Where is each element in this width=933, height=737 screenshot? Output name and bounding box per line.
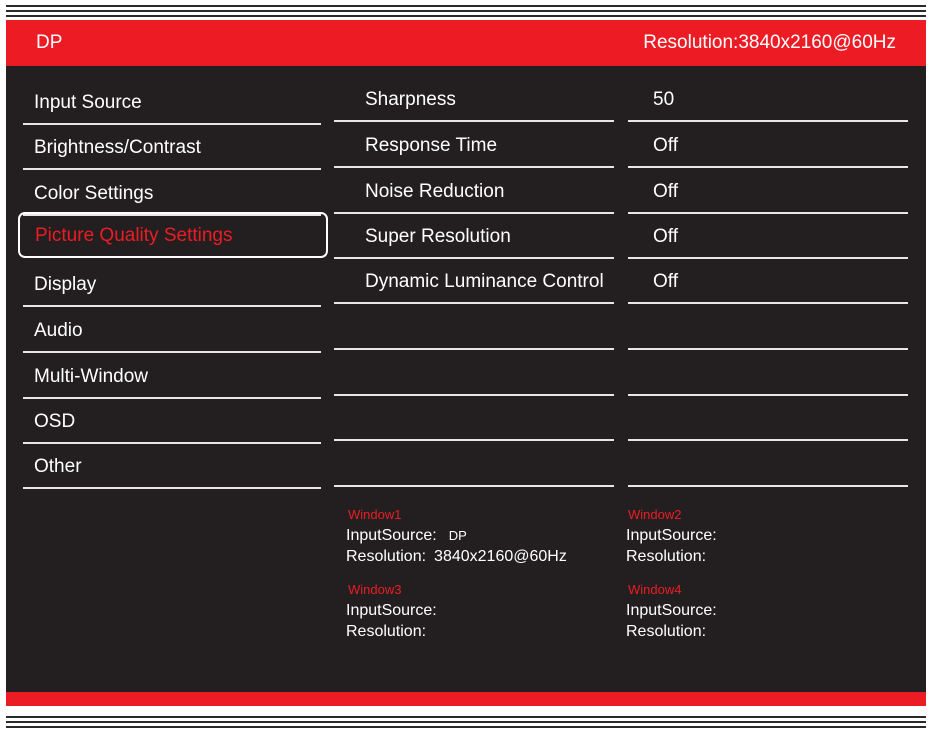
window1-resolution-value: 3840x2160@60Hz — [434, 548, 567, 565]
current-input-label: DP — [36, 32, 63, 53]
value-empty-row — [628, 441, 908, 487]
window4-resolution-label: Resolution: — [626, 623, 707, 640]
window1-info — [346, 507, 567, 569]
menu-item-picture-quality-settings[interactable]: Picture Quality Settings — [18, 212, 328, 258]
osd-footer-bar — [6, 692, 926, 706]
menu-item-input-source[interactable]: Input Source — [23, 80, 321, 125]
value-super-resolution[interactable]: Off — [628, 213, 908, 259]
window3-resolution-label: Resolution: — [346, 623, 427, 640]
setting-super-resolution[interactable]: Super Resolution — [334, 213, 614, 259]
value-empty-row — [628, 350, 908, 396]
window1-title: Window1 — [348, 507, 402, 522]
top-frame-stripe — [6, 5, 926, 7]
bottom-frame-stripe — [6, 721, 926, 723]
window3-input-label: InputSource: — [346, 602, 437, 619]
value-dynamic-luminance-control[interactable]: Off — [628, 258, 908, 304]
top-frame-stripe — [6, 10, 926, 12]
value-response-time[interactable]: Off — [628, 122, 908, 168]
osd-header — [6, 20, 926, 66]
window2-resolution-label: Resolution: — [626, 548, 707, 565]
window4-info — [626, 582, 725, 644]
value-noise-reduction[interactable]: Off — [628, 168, 908, 214]
top-frame-stripe — [6, 15, 926, 17]
window4-title: Window4 — [628, 582, 682, 597]
window2-input-label: InputSource: — [626, 527, 717, 544]
setting-dynamic-luminance-control[interactable]: Dynamic Luminance Control — [334, 258, 614, 304]
setting-empty-row — [334, 395, 614, 441]
value-empty-row — [628, 395, 908, 441]
value-empty-row — [628, 304, 908, 350]
setting-sharpness[interactable]: Sharpness — [334, 76, 614, 122]
window3-title: Window3 — [348, 582, 402, 597]
menu-item-audio[interactable]: Audio — [23, 308, 321, 353]
menu-item-brightness-contrast[interactable]: Brightness/Contrast — [23, 125, 321, 170]
menu-item-multi-window[interactable]: Multi-Window — [23, 354, 321, 399]
window1-input-value: DP — [448, 528, 467, 543]
setting-empty-row — [334, 441, 614, 487]
menu-item-osd[interactable]: OSD — [23, 399, 321, 444]
window3-info — [346, 582, 445, 644]
menu-item-color-settings[interactable]: Color Settings — [23, 171, 321, 216]
window1-resolution-label: Resolution: — [346, 548, 427, 565]
window2-title: Window2 — [628, 507, 682, 522]
setting-noise-reduction[interactable]: Noise Reduction — [334, 168, 614, 214]
window4-input-label: InputSource: — [626, 602, 717, 619]
menu-item-display[interactable]: Display — [23, 262, 321, 307]
setting-response-time[interactable]: Response Time — [334, 122, 614, 168]
window2-info — [626, 507, 725, 569]
bottom-frame-stripe — [6, 726, 926, 728]
setting-empty-row — [334, 304, 614, 350]
bottom-frame-stripe — [6, 716, 926, 718]
window1-input-label: InputSource: — [346, 527, 437, 544]
current-resolution-label: Resolution:3840x2160@60Hz — [643, 32, 896, 53]
value-sharpness[interactable]: 50 — [628, 76, 908, 122]
osd-menu-panel — [6, 20, 926, 706]
setting-empty-row — [334, 350, 614, 396]
menu-item-other[interactable]: Other — [23, 444, 321, 489]
